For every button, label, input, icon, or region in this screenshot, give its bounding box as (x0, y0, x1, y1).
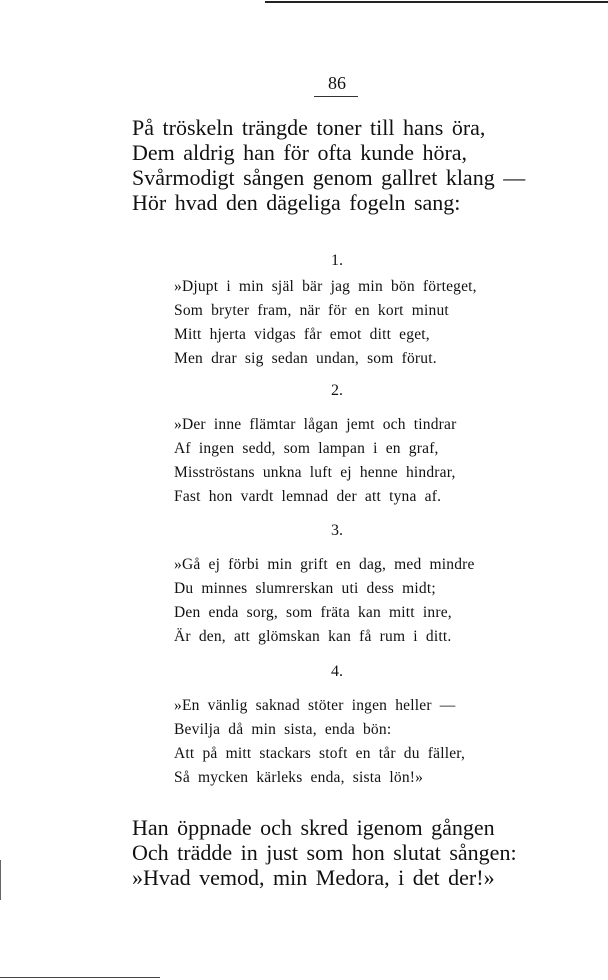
stanza (174, 413, 456, 509)
top-border-rule (265, 1, 608, 3)
verse-line: På tröskeln trängde toner till hans öra, (132, 115, 486, 140)
stanza-number: 1. (331, 252, 343, 269)
verse-line: Bevilja då min sista, enda bön: (174, 721, 392, 738)
verse-line: Han öppnade och skred igenom gången (132, 815, 495, 840)
stanza-number: 4. (331, 663, 343, 680)
verse-line: Misströstans unkna luft ej henne hindrar, (174, 464, 456, 481)
verse-line: »Der inne flämtar lågan jemt och tindrar (174, 416, 457, 433)
verse-line: »Hvad vemod, min Medora, i det der!» (132, 865, 495, 890)
verse-line: Mitt hjerta vidgas får emot ditt eget, (174, 326, 430, 343)
verse-line: »En vänlig saknad stöter ingen heller — (174, 697, 456, 714)
verse-line: Och trädde in just som hon slutat sången: (132, 840, 517, 865)
stanza (174, 553, 475, 649)
verse-line: Dem aldrig han för ofta kunde höra, (132, 140, 468, 165)
verse-line: Du minnes slumrerskan uti dess midt; (174, 580, 436, 597)
scan-edge-mark (0, 860, 1, 900)
opening-verse (132, 115, 525, 215)
page-number: 86 (328, 73, 346, 93)
closing-verse (132, 815, 517, 890)
verse-line: Att på mitt stackars stoft en tår du fäller, (174, 745, 466, 762)
verse-line: Fast hon vardt lemnad der att tyna af. (174, 488, 442, 505)
stanza (174, 275, 477, 371)
verse-line: Men drar sig sedan undan, som förut. (174, 350, 437, 367)
stanza-number: 2. (331, 382, 343, 399)
verse-line: Af ingen sedd, som lampan i en graf, (174, 440, 439, 457)
stanza-number: 3. (331, 522, 343, 539)
verse-line: Svårmodigt sången genom gallret klang — (132, 165, 526, 190)
verse-line: Som bryter fram, när för en kort minut (174, 302, 449, 319)
page-number-rule (314, 96, 358, 97)
stanza (174, 694, 465, 790)
bottom-border-rule (0, 977, 160, 978)
verse-line: »Gå ej förbi min grift en dag, med mindre (174, 556, 475, 573)
verse-line: Den enda sorg, som fräta kan mitt inre, (174, 604, 452, 621)
verse-line: Är den, att glömskan kan få rum i ditt. (174, 628, 452, 645)
verse-line: »Djupt i min själ bär jag min bön förteget, (174, 278, 477, 295)
verse-line: Hör hvad den dägeliga fogeln sang: (132, 190, 461, 215)
verse-line: Så mycken kärleks enda, sista lön!» (174, 769, 424, 786)
